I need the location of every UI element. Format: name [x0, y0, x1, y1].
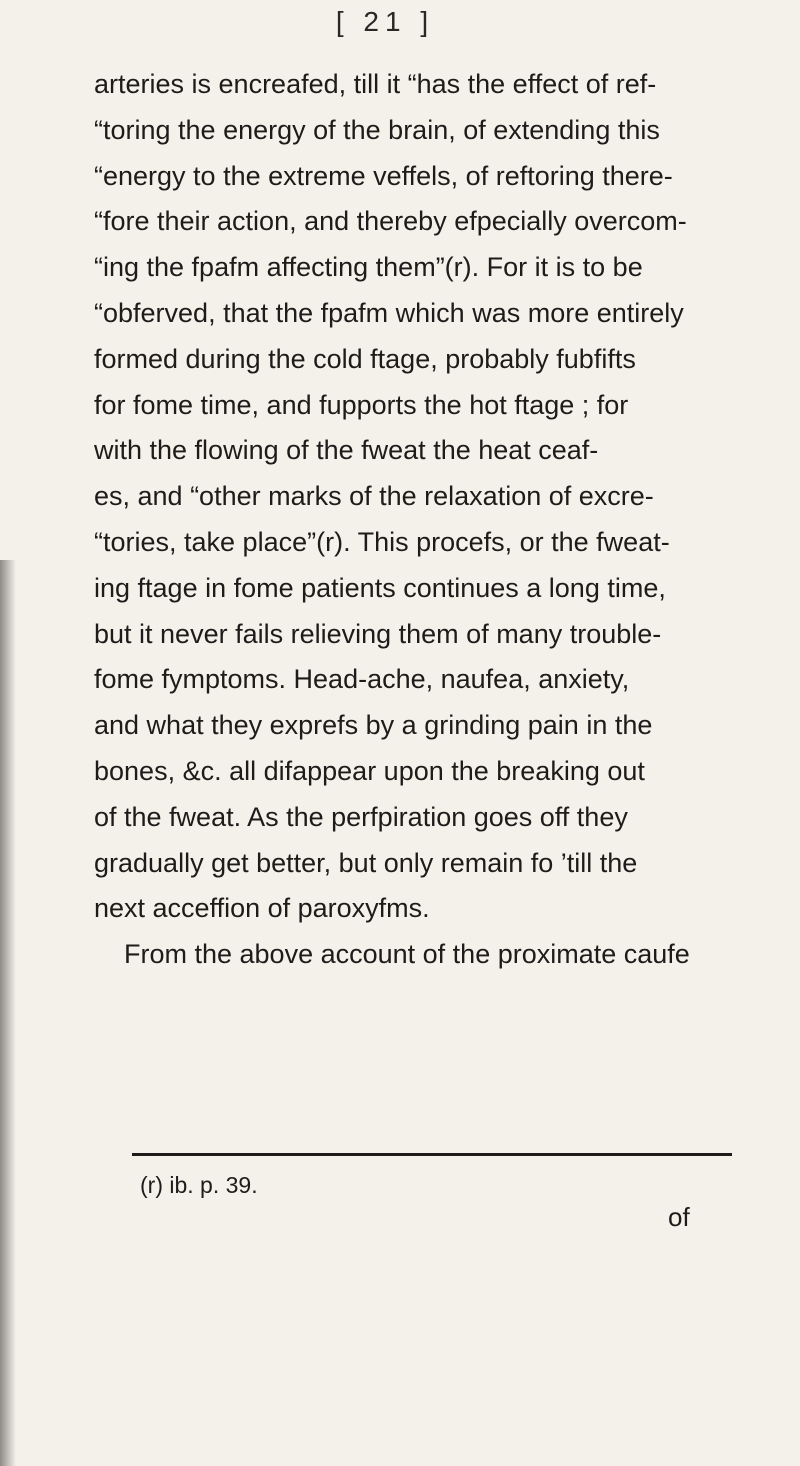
catchword: of [668, 1202, 690, 1232]
text-line: “fore their action, and thereby efpecially overcom- [94, 206, 687, 237]
text-line-indented: From the above account of the proximate caufe [124, 939, 690, 970]
text-line: “ing the fpafm affecting them”(r). For it is to be [94, 252, 643, 283]
text-line: with the flowing of the fweat the heat ceaf- [94, 435, 599, 466]
text-line: bones, &c. all difappear upon the breaking out [94, 755, 645, 786]
text-line: “tories, take place”(r). This procefs, or the fweat- [94, 526, 670, 557]
footnote-rule [132, 1153, 732, 1156]
text-line: gradually get better, but only remain fo ’till the [94, 847, 638, 878]
footnote: (r) ib. p. 39. [140, 1172, 258, 1198]
text-line: formed during the cold ftage, probably fubfifts [94, 343, 636, 374]
text-line: “energy to the extreme veffels, of reftoring there- [94, 160, 673, 191]
binding-shadow [0, 560, 16, 1466]
text-line: and what they exprefs by a grinding pain in the [94, 710, 653, 741]
text-line: but it never fails relieving them of many trouble- [94, 618, 662, 649]
text-line: arteries is encreafed, till it “has the effect of ref- [94, 69, 657, 99]
text-line: fome fymptoms. Head-ache, naufea, anxiety, [94, 664, 630, 695]
text-line: es, and “other marks of the relaxation of excre- [94, 481, 654, 512]
page-number: [ 21 ] [335, 6, 435, 37]
text-line: “obferved, that the fpafm which was more entirely [94, 297, 684, 328]
text-line: next acceffion of paroxyfms. [94, 893, 430, 924]
body-text [94, 62, 734, 978]
text-line: “toring the energy of the brain, of extending this [94, 114, 660, 145]
text-line: of the fweat. As the perfpiration goes off they [94, 801, 628, 832]
text-line: ing ftage in fome patients continues a long time, [94, 572, 666, 603]
text-line: for fome time, and fupports the hot ftage ; for [94, 389, 629, 420]
